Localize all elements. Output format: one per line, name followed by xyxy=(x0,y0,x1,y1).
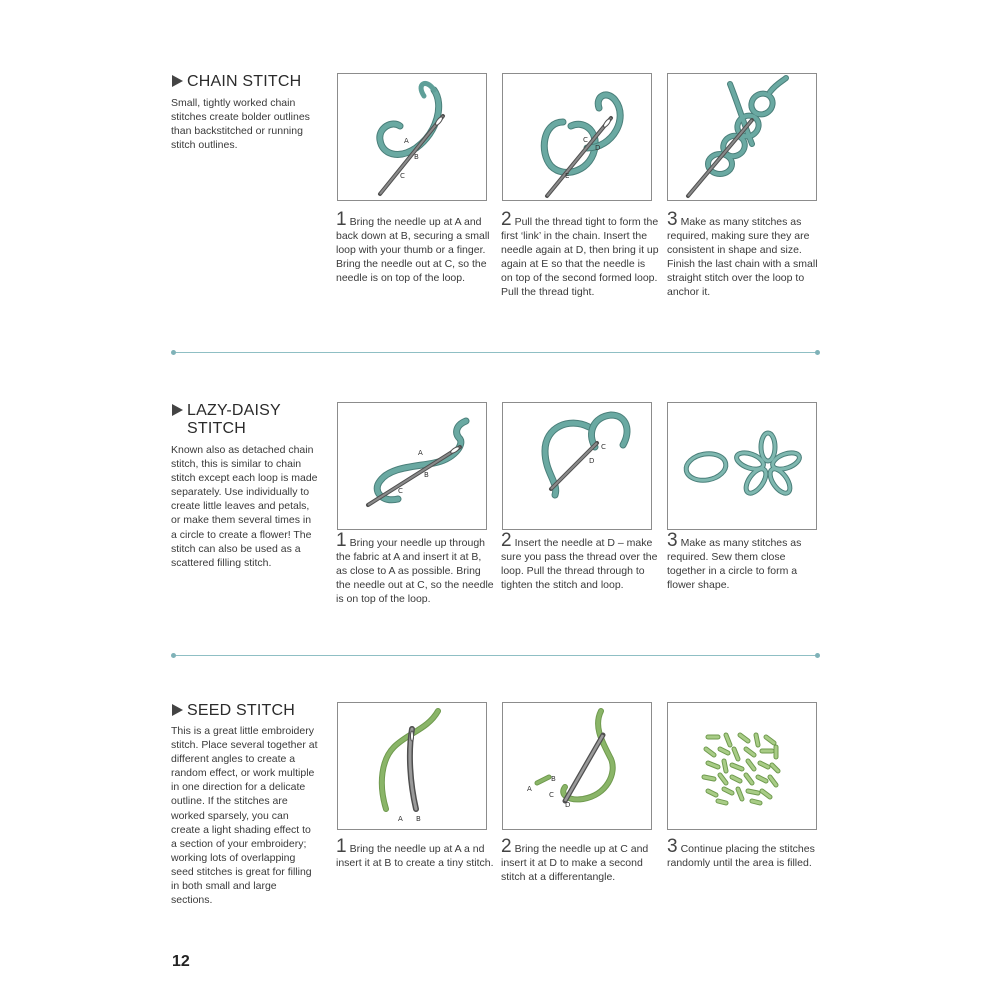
step-number: 1 xyxy=(336,530,347,551)
chain-stitch-description: Small, tightly worked chain stitches create bolder outlines than backstitched or running stitch outlines. xyxy=(171,97,310,152)
seed-step-1-illustration xyxy=(337,702,487,830)
point-label-b: B xyxy=(424,471,429,479)
chain-step-3-illustration xyxy=(667,73,817,201)
point-label-d: D xyxy=(589,457,595,465)
section-heading: LAZY-DAISY STITCH xyxy=(187,402,281,437)
point-label-c: C xyxy=(400,172,405,180)
divider-dot-icon xyxy=(815,653,820,658)
point-label-a: A xyxy=(527,785,532,793)
chain-stitch-title xyxy=(172,73,307,91)
section-heading: SEED STITCH xyxy=(187,702,295,719)
seed-step-3-illustration xyxy=(667,702,817,830)
point-label-b: B xyxy=(414,153,419,161)
chain-step-3-text xyxy=(667,209,825,300)
chain-step-2-text xyxy=(501,209,659,300)
daisy-step-2-text xyxy=(501,530,659,592)
point-label-c: C xyxy=(549,791,554,799)
step-instruction: Make as many stitches as required. Sew them close together in a circle to form a flower shape. xyxy=(667,537,802,592)
seed-stitch-title xyxy=(172,702,307,720)
point-label-d: D xyxy=(565,801,571,809)
point-label-a: A xyxy=(418,449,423,457)
seed-stitch-description: This is a great little embroidery stitch. Place several together at different angles to create a random effect, or work multiple in one direction for a delicate outline. If the stitches are worked sparsely, you can create a light shading effect to a section of your embroidery; working lots of overlapping seed stitches is great for filling in both small and large sections. xyxy=(171,725,318,907)
chain-step-1-text xyxy=(336,209,494,285)
step-number: 1 xyxy=(336,209,347,230)
step-number: 2 xyxy=(501,836,512,857)
point-label-b: B xyxy=(416,815,421,823)
seed-step-2-illustration xyxy=(502,702,652,830)
seed-step-3-text xyxy=(667,836,825,870)
chain-step-1-illustration xyxy=(337,73,487,201)
daisy-step-1-illustration xyxy=(337,402,487,530)
divider-dot-icon xyxy=(171,350,176,355)
daisy-step-3-illustration xyxy=(667,402,817,530)
step-instruction: Bring your needle up through the fabric at A and insert it at B, as close to A as possible. Bring the needle out at C, so the needle is on top of the loop. xyxy=(336,537,494,606)
triangle-bullet-icon xyxy=(172,75,183,87)
divider-dot-icon xyxy=(171,653,176,658)
point-label-c: C xyxy=(583,136,588,144)
step-instruction: Pull the thread tight to form the first ‘link’ in the chain. Insert the needle again at D, then bring it up again at E so that the needle is on top of the second formed loop. Pull the thread tight. xyxy=(501,216,659,299)
point-label-a: A xyxy=(398,815,403,823)
step-number: 3 xyxy=(667,530,678,551)
page-number: 12 xyxy=(172,953,190,970)
point-label-a: A xyxy=(404,137,409,145)
point-label-c: C xyxy=(398,487,403,495)
point-label-d: D xyxy=(595,144,601,152)
lazy-daisy-description: Known also as detached chain stitch, this is similar to chain stitch except each loop is made separately. Use individually to create little leaves and petals, or make them several times in a circle to create a flower! The stitch can also be used as a scattered filling stitch. xyxy=(171,444,318,569)
step-number: 2 xyxy=(501,530,512,551)
seed-step-1-text xyxy=(336,836,494,870)
section-divider xyxy=(174,655,817,656)
step-number: 3 xyxy=(667,836,678,857)
chain-step-2-illustration xyxy=(502,73,652,201)
section-heading: CHAIN STITCH xyxy=(187,73,302,90)
step-number: 2 xyxy=(501,209,512,230)
triangle-bullet-icon xyxy=(172,704,183,716)
point-label-e: E xyxy=(565,172,570,180)
seed-step-2-text xyxy=(501,836,659,884)
step-instruction: Bring the needle up at A a nd insert it at B to create a tiny stitch. xyxy=(336,843,494,870)
step-instruction: Make as many stitches as required, making sure they are consistent in shape and size. Finish the last chain with a small straight stitch over the loop to anchor it. xyxy=(667,216,818,299)
daisy-step-1-text xyxy=(336,530,494,606)
daisy-step-2-illustration xyxy=(502,402,652,530)
divider-dot-icon xyxy=(815,350,820,355)
step-instruction: Insert the needle at D – make sure you pass the thread over the loop. Pull the thread through to tighten the stitch and loop. xyxy=(501,537,658,592)
step-instruction: Continue placing the stitches randomly until the area is filled. xyxy=(667,843,815,870)
step-instruction: Bring the needle up at A and back down at B, securing a small loop with your thumb or a finger. Bring the needle out at C, so the needle is on top of the loop. xyxy=(336,216,490,285)
point-label-c: C xyxy=(601,443,606,451)
step-number: 3 xyxy=(667,209,678,230)
lazy-daisy-title xyxy=(172,402,307,438)
step-number: 1 xyxy=(336,836,347,857)
step-instruction: Bring the needle up at C and insert it at D to make a second stitch at a differentangle. xyxy=(501,843,649,884)
section-divider xyxy=(174,352,817,353)
point-label-b: B xyxy=(551,775,556,783)
daisy-step-3-text xyxy=(667,530,825,592)
triangle-bullet-icon xyxy=(172,404,183,416)
